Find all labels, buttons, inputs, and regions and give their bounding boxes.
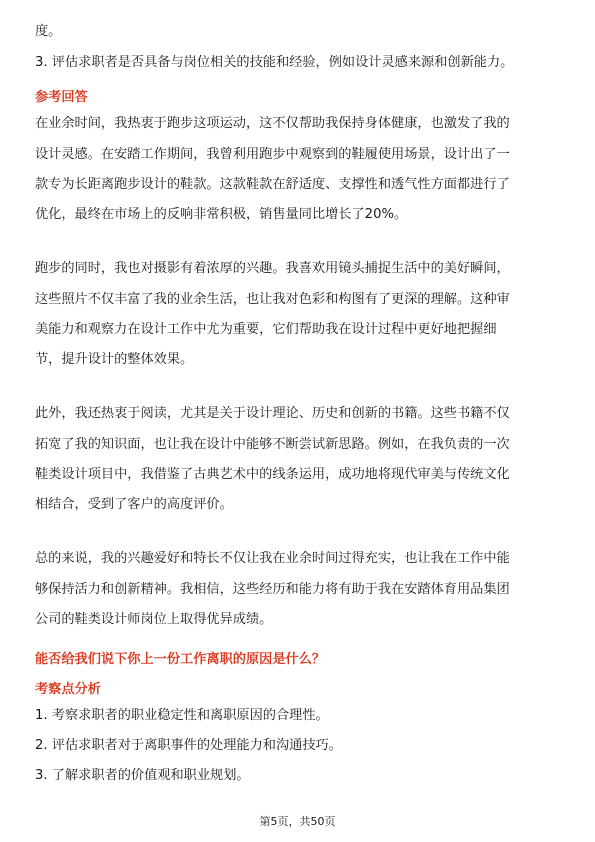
answer-paragraph-4-line: 总的来说，我的兴趣爱好和特长不仅让我在业余时间过得充实，也让我在工作中能: [35, 551, 510, 566]
analysis-item: 3. 了解求职者的价值观和职业规划。: [35, 768, 250, 783]
answer-paragraph-3-line: 此外，我还热衷于阅读，尤其是关于设计理论、历史和创新的书籍。这些书籍不仅: [35, 406, 510, 421]
answer-paragraph-1-line: 优化，最终在市场上的反响非常积极，销售量同比增长了20%。: [35, 207, 408, 222]
answer-heading: 参考回答: [35, 90, 88, 105]
analysis-item: 1. 考察求职者的职业稳定性和离职原因的合理性。: [35, 708, 329, 723]
answer-paragraph-2-line: 这些照片不仅丰富了我的业余生活，也让我对色彩和构图有了更深的理解。这种审: [35, 292, 510, 307]
analysis-heading: 考察点分析: [35, 682, 101, 697]
answer-paragraph-2-line: 节，提升设计的整体效果。: [35, 352, 194, 367]
answer-paragraph-1-line: 款专为长距离跑步设计的鞋款。这款鞋款在舒适度、支撑性和透气性方面都进行了: [35, 177, 510, 192]
answer-paragraph-4-line: 公司的鞋类设计师岗位上取得优异成绩。: [35, 612, 273, 627]
page-number: 第5页，共50页: [259, 815, 336, 828]
analysis-item-3-prev: 3. 评估求职者是否具备与岗位相关的技能和经验，例如设计灵感来源和创新能力。: [35, 55, 514, 70]
answer-paragraph-2-line: 美能力和观察力在设计工作中尤为重要，它们帮助我在设计过程中更好地把握细: [35, 322, 497, 337]
answer-paragraph-3-line: 拓宽了我的知识面，也让我在设计中能够不断尝试新思路。例如，在我负责的一次: [35, 437, 510, 452]
answer-paragraph-2-line: 跑步的同时，我也对摄影有着浓厚的兴趣。我喜欢用镜头捕捉生活中的美好瞬间，: [35, 261, 510, 276]
question-heading: 能否给我们说下你上一份工作离职的原因是什么？: [35, 652, 326, 667]
answer-paragraph-3-line: 鞋类设计项目中，我借鉴了古典艺术中的线条运用，成功地将现代审美与传统文化: [35, 467, 510, 482]
answer-paragraph-1-line: 设计灵感。在安踏工作期间，我曾利用跑步中观察到的鞋履使用场景，设计出了一: [35, 147, 510, 162]
answer-paragraph-3-line: 相结合，受到了客户的高度评价。: [35, 497, 233, 512]
analysis-item: 2. 评估求职者对于离职事件的处理能力和沟通技巧。: [35, 738, 342, 753]
answer-paragraph-1-line: 在业余时间，我热衷于跑步这项运动，这不仅帮助我保持身体健康，也激发了我的: [35, 116, 510, 131]
answer-paragraph-4-line: 够保持活力和创新精神。我相信，这些经历和能力将有助于我在安踏体育用品集团: [35, 582, 510, 597]
continued-text: 度。: [35, 24, 62, 39]
